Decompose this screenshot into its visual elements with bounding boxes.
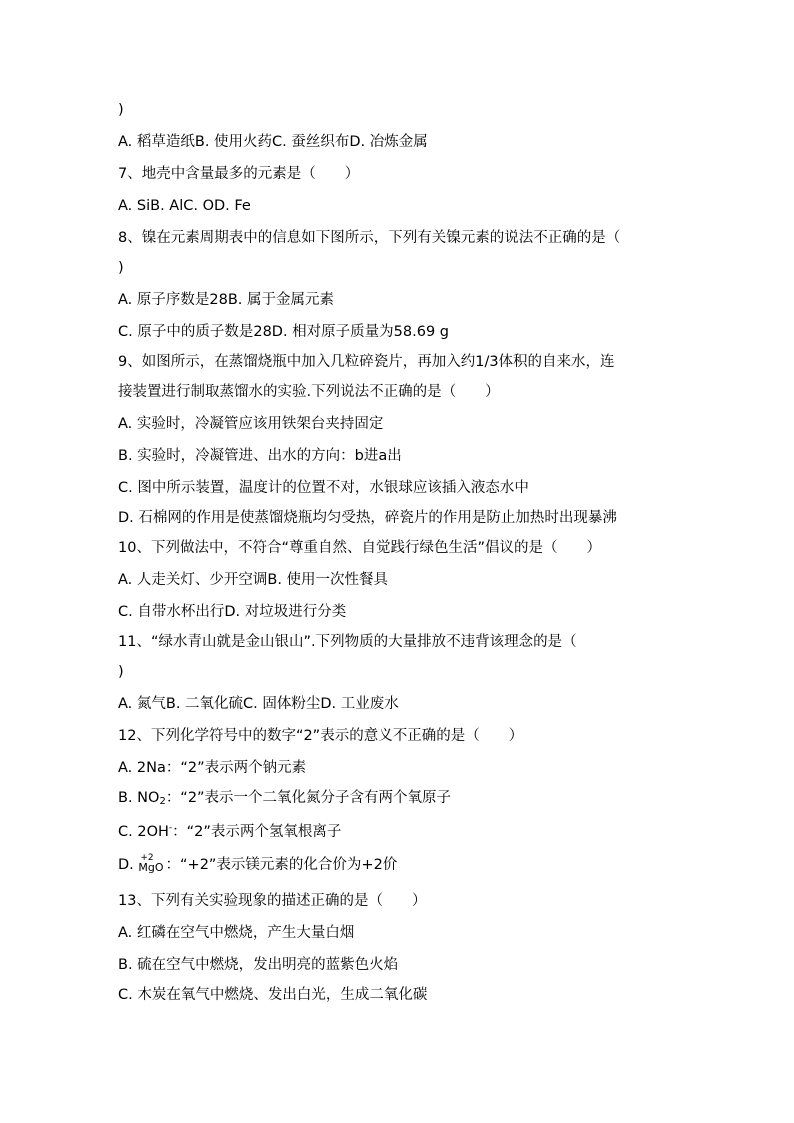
option-line: C. 木炭在氧气中燃烧、发出白光，生成二氧化碳 [118, 987, 428, 1003]
option-line: A. 红磷在空气中燃烧，产生大量白烟 [118, 925, 355, 941]
question-12: 12、下列化学符号中的数字“2”表示的意义不正确的是（ ） [118, 728, 524, 744]
option-line: C. 图中所示装置，温度计的位置不对，水银球应该插入液态水中 [118, 480, 529, 496]
option-line: A. 实验时，冷凝管应该用铁架台夹持固定 [118, 416, 384, 432]
text-line: ) [118, 664, 124, 680]
option-text: ：“2”表示两个氢氧根离子 [172, 824, 342, 840]
formula-text: MgO [138, 861, 164, 874]
text-line: ) [118, 260, 124, 276]
option-line: B. 硫在空气中燃烧，发出明亮的蓝紫色火焰 [118, 957, 399, 973]
question-13: 13、下列有关实验现象的描述正确的是（ ） [118, 893, 427, 909]
option-text: D. [118, 857, 139, 873]
option-line: A. 稻草造纸B. 使用火药C. 蚕丝织布D. 冶炼金属 [118, 134, 428, 150]
valence-formula [138, 853, 164, 874]
option-line: A. 2Na：“2”表示两个钠元素 [118, 760, 307, 776]
superscript: - [168, 823, 173, 833]
question-8: 8、镍在元素周期表中的信息如下图所示，下列有关镍元素的说法不正确的是（ [118, 230, 621, 246]
valence-mark: +2 [140, 853, 154, 863]
question-10: 10、下列做法中，不符合“尊重自然、自觉践行绿色生活”倡议的是（ ） [118, 540, 601, 556]
option-line [118, 818, 341, 842]
question-9: 9、如图所示，在蒸馏烧瓶中加入几粒碎瓷片，再加入约1/3体积的自来水，连 [118, 354, 615, 370]
option-line: A. 氮气B. 二氧化硫C. 固体粉尘D. 工业废水 [118, 696, 399, 712]
option-line: B. 实验时，冷凝管进、出水的方向：b进a出 [118, 448, 402, 464]
option-text: ：“+2”表示镁元素的化合价为+2价 [165, 857, 398, 873]
option-text: C. 2OH [118, 824, 169, 840]
question-11: 11、“绿水青山就是金山银山”.下列物质的大量排放不违背该理念的是（ [118, 634, 577, 650]
option-line: C. 原子中的质子数是28D. 相对原子质量为58.69 g [118, 324, 449, 340]
option-line: A. 人走关灯、少开空调B. 使用一次性餐具 [118, 572, 389, 588]
option-text: ：“2”表示一个二氧化氮分子含有两个氧原子 [165, 790, 452, 806]
question-7: 7、地壳中含量最多的元素是（ ） [118, 166, 360, 182]
option-line [118, 788, 451, 812]
option-line: C. 自带水杯出行D. 对垃圾进行分类 [118, 604, 347, 620]
option-line: A. 原子序数是28B. 属于金属元素 [118, 292, 334, 308]
option-line: D. 石棉网的作用是使蒸馏烧瓶均匀受热，碎瓷片的作用是防止加热时出现暴沸 [118, 510, 617, 526]
option-line [118, 855, 397, 875]
text-line: ) [118, 102, 124, 118]
option-text: B. NO [118, 790, 160, 806]
text-line: 接装置进行制取蒸馏水的实验.下列说法不正确的是（ ） [118, 384, 500, 400]
option-line: A. SiB. AlC. OD. Fe [118, 198, 251, 214]
subscript: 2 [159, 796, 166, 807]
